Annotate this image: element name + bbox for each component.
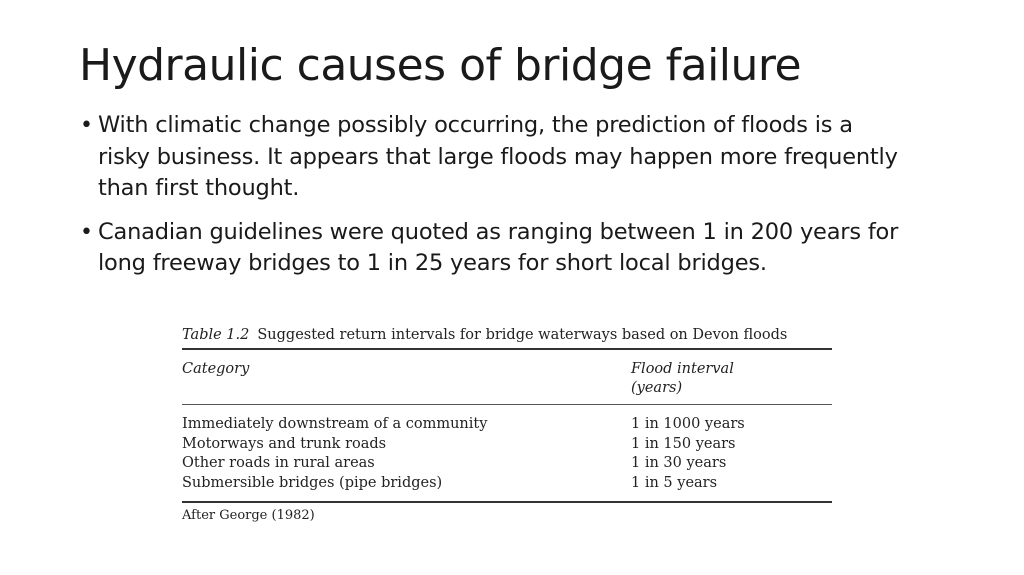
slide-title: Hydraulic causes of bridge failure (79, 40, 802, 91)
header-interval-line2: (years) (631, 380, 683, 396)
row-category: Motorways and trunk roads (182, 435, 387, 452)
bullet-item (80, 110, 910, 205)
table-row (182, 474, 832, 494)
bullet-list (80, 110, 910, 292)
table-caption-text: Suggested return intervals for bridge waterways based on Devon floods (257, 327, 788, 343)
bullet-text: With climatic change possibly occurring, the prediction of floods is a risky business. It appears that large floods may happen more frequently than first thought. (98, 112, 898, 201)
bullet-dot-icon: • (80, 113, 93, 138)
row-category: Other roads in rural areas (182, 455, 375, 471)
bullet-item (80, 217, 910, 280)
table-body (182, 405, 832, 501)
row-interval: 1 in 5 years (631, 474, 718, 491)
row-category: Immediately downstream of a community (182, 416, 488, 432)
table-row (182, 435, 832, 455)
table-caption (182, 324, 832, 348)
row-interval: 1 in 30 years (631, 455, 727, 471)
bullet-text: Canadian guidelines were quoted as ranging between 1 in 200 years for long freeway bridges to 1 in 25 years for short local bridges. (98, 218, 899, 276)
row-interval: 1 in 1000 years (631, 416, 745, 432)
table-row (182, 415, 832, 435)
header-interval-line1: Flood interval (631, 361, 734, 377)
table-source-note: After George (1982) (182, 508, 315, 523)
header-category: Category (182, 361, 250, 377)
bullet-dot-icon: • (80, 219, 93, 245)
table-header (182, 350, 832, 404)
row-category: Submersible bridges (pipe bridges) (182, 474, 443, 491)
table-row (182, 454, 832, 474)
table-caption-number: Table 1.2 (182, 327, 250, 343)
row-interval: 1 in 150 years (631, 435, 736, 452)
return-interval-table (182, 324, 832, 525)
header-interval (631, 360, 832, 398)
